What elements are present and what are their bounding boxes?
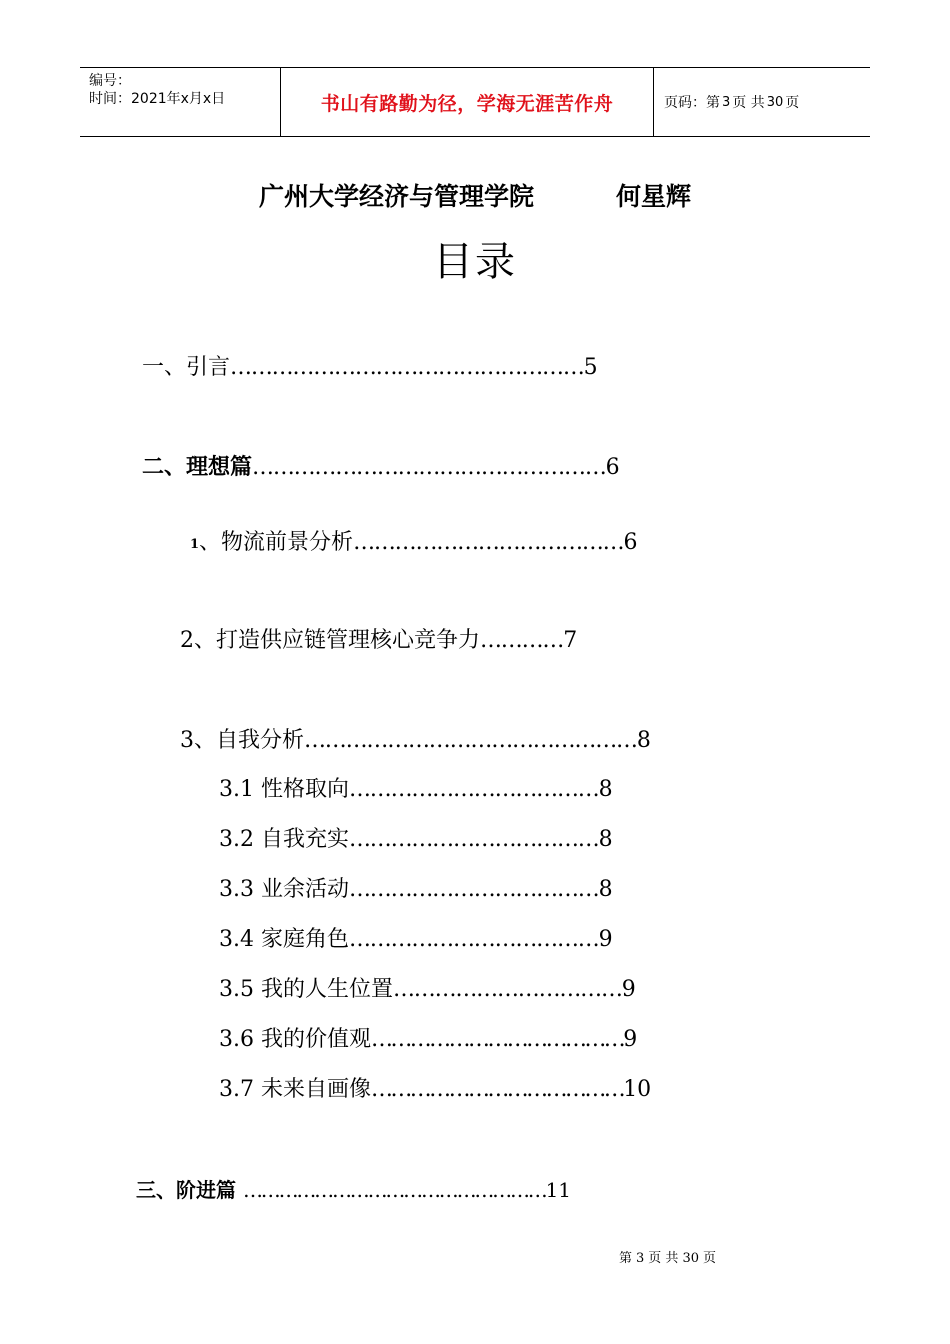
page-current: 3: [722, 94, 731, 110]
header-page-info: [654, 68, 870, 136]
toc-entry[interactable]: [219, 1076, 651, 1104]
toc-entry-page: 11: [545, 1178, 572, 1202]
toc-entry-leader: …………………………………………: [304, 728, 637, 753]
footer-current: 3: [636, 1251, 645, 1266]
header-motto: 书山有路勤为径，学海无涯苦作舟: [281, 68, 654, 136]
toc-entry[interactable]: [136, 1176, 571, 1204]
page-footer: [619, 1247, 720, 1266]
toc-entry-number: 1: [190, 537, 200, 552]
toc-entry[interactable]: [180, 627, 577, 655]
toc-entry-label: 3.4 家庭角色: [219, 927, 349, 952]
toc-entry[interactable]: [219, 926, 613, 954]
page-mid: 页 共: [732, 95, 765, 111]
toc-entry-leader: ……………………………………………: [252, 455, 606, 480]
toc-entry-label: 2、打造供应链管理核心竞争力: [180, 628, 480, 653]
toc-entry-page: 8: [598, 827, 613, 852]
toc-entry-page: 6: [623, 530, 638, 555]
page-prefix: 页码：第: [664, 95, 720, 111]
toc-entry[interactable]: [219, 826, 613, 854]
toc-entry-label: 3、自我分析: [180, 728, 304, 753]
toc-entry-leader: …………………………………: [370, 1027, 624, 1052]
toc-entry-leader: ……………………………………………: [242, 1178, 546, 1202]
header-meta-cell: [80, 68, 281, 136]
toc-entry[interactable]: [180, 727, 651, 755]
toc-entry[interactable]: [142, 453, 620, 482]
toc-entry[interactable]: [219, 1026, 637, 1054]
footer-mid: 页 共: [648, 1251, 679, 1266]
toc-entry[interactable]: [142, 354, 598, 382]
toc-entry-label: 3.5 我的人生位置: [219, 977, 393, 1002]
toc-entry-leader: …………………………………: [370, 1077, 624, 1102]
toc-entry-leader: ……………………………: [392, 977, 622, 1002]
toc-entry-page: 8: [598, 877, 613, 902]
toc-entry-label: 3.1 性格取向: [219, 777, 349, 802]
toc-entry-page: 8: [598, 777, 613, 802]
footer-prefix: 第: [619, 1251, 633, 1266]
toc-entry-label: 3.3 业余活动: [219, 877, 349, 902]
footer-suffix: 页: [702, 1251, 716, 1266]
toc-entry-leader: ………………………………: [348, 927, 599, 952]
school-name: 广州大学经济与管理学院: [258, 182, 534, 211]
toc-entry-page: 9: [598, 927, 613, 952]
toc-entry-page: 7: [563, 628, 578, 653]
toc-entry[interactable]: [190, 529, 637, 559]
page-suffix: 页: [785, 95, 800, 111]
toc-entry-label: 一、引言: [142, 355, 231, 380]
toc-entry-leader: ……………………………………………: [230, 355, 584, 380]
page-header: [80, 67, 870, 137]
serial-label: 编号：: [89, 73, 131, 89]
time-label: 时间：2021年x月x日: [89, 91, 226, 107]
toc-entry[interactable]: [219, 776, 613, 804]
author-name: 何星辉: [616, 182, 692, 211]
toc-entry-page: 10: [623, 1077, 652, 1102]
toc-entry-label: 三、阶进篇: [136, 1178, 243, 1202]
toc-entry-label: 二、理想篇: [142, 454, 253, 480]
author-line: [0, 177, 950, 213]
page-total: 30: [766, 94, 784, 110]
toc-entry-leader: ………………………………: [348, 777, 599, 802]
toc-entry-leader: …………………………………: [353, 530, 624, 555]
toc-entry-leader: ………………………………: [348, 877, 599, 902]
toc-title: 目录: [433, 239, 517, 285]
toc-entry[interactable]: [219, 876, 613, 904]
footer-total: 30: [682, 1251, 699, 1266]
toc-entry-page: 9: [623, 1027, 638, 1052]
toc-entry-leader: ………………………………: [348, 827, 599, 852]
toc-entry-label: 3.2 自我充实: [219, 827, 349, 852]
toc-entry[interactable]: [219, 976, 636, 1004]
toc-entry-page: 6: [605, 455, 620, 480]
toc-entry-label: 3.7 未来自画像: [219, 1077, 371, 1102]
toc-entry-label: 、物流前景分析: [199, 530, 354, 555]
toc-entry-leader: …………: [480, 628, 564, 653]
toc-entry-page: 5: [583, 355, 598, 380]
toc-entry-label: 3.6 我的价值观: [219, 1027, 371, 1052]
toc-entry-page: 9: [621, 977, 636, 1002]
toc-entry-page: 8: [636, 728, 651, 753]
